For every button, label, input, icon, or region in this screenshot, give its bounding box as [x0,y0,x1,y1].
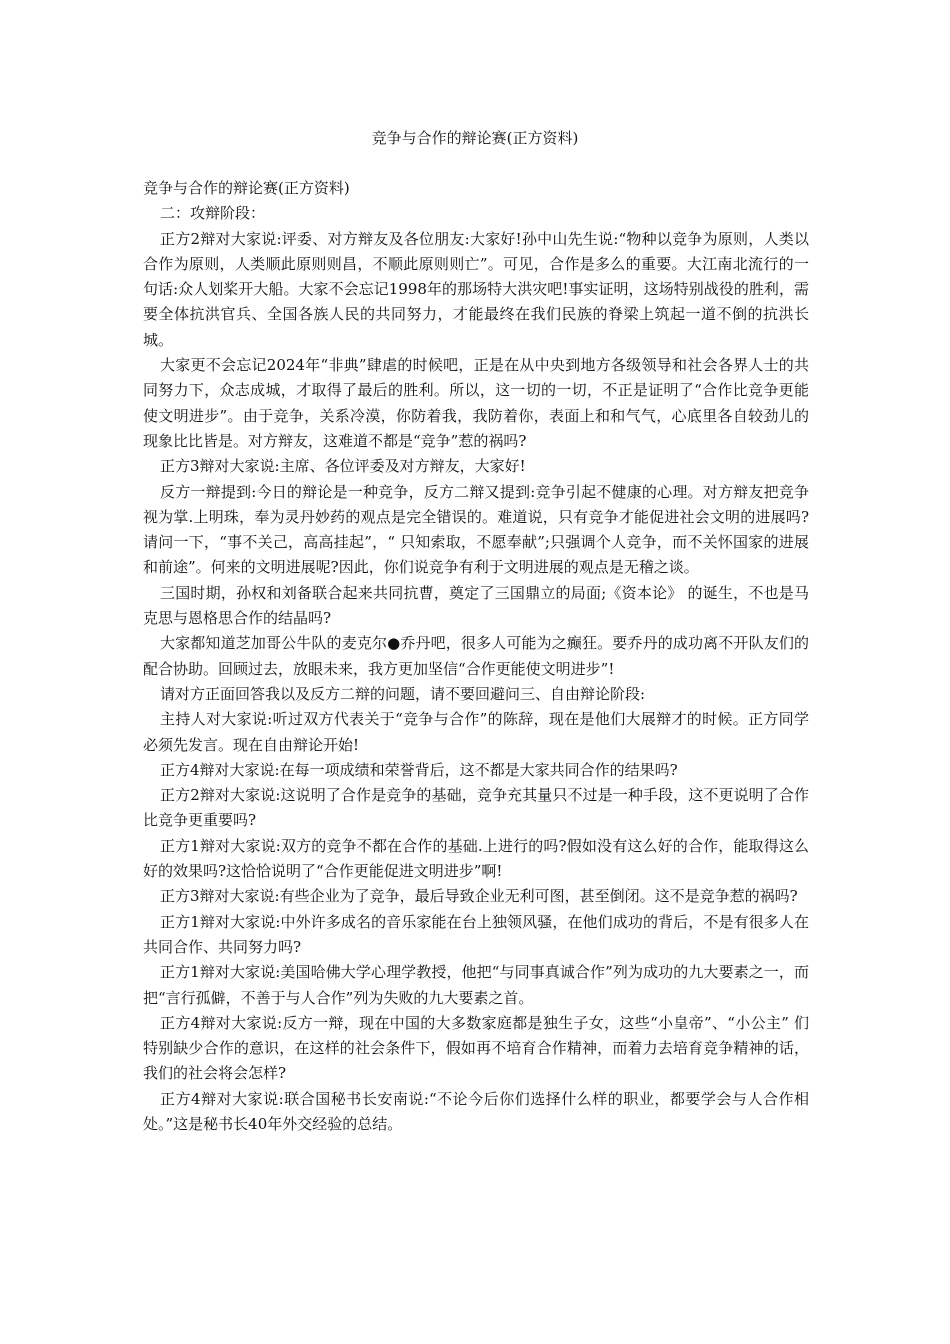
paragraph: 正方1辩对大家说:双方的竞争不都在合作的基础.上进行的吗?假如没有这么好的合作，能取得这么好的效果吗?这恰恰说明了“合作更能促进文明进步”啊! [143,836,809,881]
paragraph: 正方1辩对大家说:中外许多成名的音乐家能在台上独领风骚，在他们成功的背后，不是有很多人在共同合作、共同努力吗? [143,912,809,956]
paragraph: 大家都知道芝加哥公牛队的麦克尔●乔丹吧，很多人可能为之癫狂。要乔丹的成功离不开队友们的配合协助。回顾过去，放眼未来，我方更加坚信“合作更能使文明进步”! [143,634,809,678]
paragraph: 正方3辩对大家说:有些企业为了竞争，最后导致企业无利可图，甚至倒闭。这不是竞争惹的祸吗? [160,887,798,906]
paragraph: 正方2辩对大家说:评委、对方辩友及各位朋友:大家好!孙中山先生说:“物种以竞争为原则，人类以合作为原则，人类顺此原则则昌，不顺此原则则亡”。可见，合作是多么的重要。大江南北流行的一句话:众人划桨开大船。大家不会忘记1998年的那场特大洪灾吧!事实证明，这场特别战役的胜利，需要全体抗洪官兵、全国各族人民的共同努力，才能最终在我们民族的脊梁上筑起一道不倒的抗洪长城。 [143,229,809,349]
paragraph: 反方一辩提到:今日的辩论是一种竞争，反方二辩又提到:竞争引起不健康的心理。对方辩友把竞争视为掌.上明珠，奉为灵丹妙药的观点是完全错误的。难道说，只有竞争才能促进社会文明的进展吗?请问一下，“事不关己，高高挂起”，“ 只知索取，不愿奉献”;只强调个人竞争，而不关怀国家的进展和前途”。何来的文明进展呢?因此，你们说竞争有利于文明进展的观点是无稽之谈。 [143,482,809,577]
body-heading: 竞争与合作的辩论赛(正方资料) [143,179,350,197]
paragraph: 主持人对大家说:听过双方代表关于“竞争与合作”的陈辞，现在是他们大展辩才的时候。正方同学必须先发言。现在自由辩论开始! [143,710,809,754]
paragraph: 正方4辩对大家说:反方一辩，现在中国的大多数家庭都是独生子女，这些“小皇帝”、“小公主” 们特别缺少合作的意识，在这样的社会条件下，假如再不培育合作精神，而着力去培育竞争精神的话，我们的社会将会怎样? [143,1013,809,1083]
paragraph: 正方3辩对大家说:主席、各位评委及对方辩友，大家好! [160,457,526,476]
document-body [143,176,809,1137]
paragraph: 请对方正面回答我以及反方二辩的问题，请不要回避问三、自由辩论阶段: [160,684,646,703]
document-title: 竞争与合作的辩论赛(正方资料) [371,129,579,147]
paragraph: 正方2辩对大家说:这说明了合作是竞争的基础，竞争充其量只不过是一种手段，这不更说明了合作比竞争更重要吗? [143,786,809,830]
section-heading: 二：攻辩阶段： [160,204,266,223]
paragraph: 大家更不会忘记2024年“非典”肆虐的时候吧，正是在从中央到地方各级领导和社会各界人士的共同努力下，众志成城，才取得了最后的胜利。所以，这一切的一切，不正是证明了“合作比竞争更能使文明进步”。由于竞争，关系冷漠，你防着我，我防着你，表面上和和气气，心底里各自较劲儿的现象比比皆是。对方辩友，这难道不都是“竞争”惹的祸吗? [143,356,809,450]
paragraph: 正方4辩对大家说:在每一项成绩和荣誉背后，这不都是大家共同合作的结果吗? [160,760,678,779]
paragraph: 正方1辩对大家说:美国哈佛大学心理学教授，他把“与同事真诚合作”列为成功的九大要素之一，而把“言行孤僻，不善于与人合作”列为失败的九大要素之首。 [143,963,809,1007]
paragraph: 正方4辩对大家说:联合国秘书长安南说:“不论今后你们选择什么样的职业，都要学会与人合作相处。”这是秘书长40年外交经验的总结。 [143,1089,809,1133]
paragraph: 三国时期，孙权和刘备联合起来共同抗曹，奠定了三国鼎立的局面;《资本论》 的诞生，不也是马克思与恩格思合作的结晶吗? [143,583,809,628]
